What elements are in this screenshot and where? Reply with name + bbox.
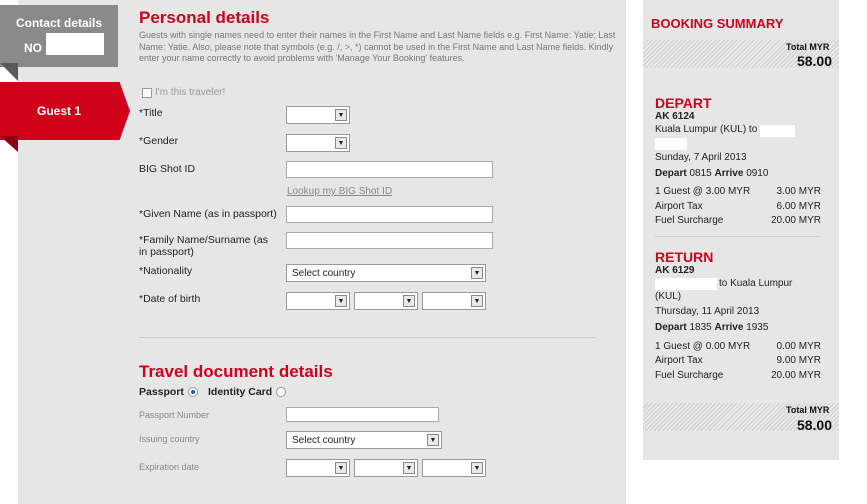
passport-label: Passport [139, 386, 184, 398]
identity-card-label: Identity Card [208, 386, 273, 398]
total-label-bottom: Total MYR [786, 405, 830, 415]
identity-card-radio[interactable] [276, 387, 286, 397]
chevron-down-icon: ▼ [427, 434, 439, 446]
im-traveler-row[interactable] [142, 87, 225, 98]
depart-times [655, 168, 768, 179]
expiration-month-select[interactable] [354, 459, 418, 477]
travel-document-title: Travel document details [139, 362, 333, 381]
issuing-country-label: Issuing country [139, 434, 200, 444]
depart-heading: DEPART [655, 95, 712, 111]
bigshot-id-input[interactable] [286, 161, 493, 178]
chevron-down-icon: ▼ [335, 109, 347, 121]
chevron-down-icon: ▼ [471, 295, 483, 307]
depart-word: Depart [655, 168, 687, 179]
tab-guest-label: Guest 1 [36, 104, 81, 118]
chevron-down-icon: ▼ [471, 462, 483, 474]
nationality-label: *Nationality [139, 265, 193, 277]
given-name-label: *Given Name (as in passport) [139, 208, 277, 220]
tab-contact-details[interactable] [0, 5, 118, 75]
total-value-top: 58.00 [796, 53, 832, 69]
depart-fuel-label: Fuel Surcharge [655, 215, 724, 226]
passport-option[interactable] [139, 386, 198, 398]
dob-label: *Date of birth [139, 293, 201, 305]
return-tax-amount: 9.00 MYR [776, 355, 821, 366]
arrive-word: Arrive [714, 322, 744, 333]
summary-divider [655, 236, 821, 237]
chevron-down-icon: ▼ [403, 462, 415, 474]
issuing-country-value: Select country [292, 435, 356, 446]
tab-contact-label: Contact details [15, 16, 102, 30]
title-select[interactable] [286, 106, 350, 124]
return-route-code: (KUL) [655, 291, 682, 302]
depart-word: Depart [655, 322, 687, 333]
identity-card-option[interactable] [208, 386, 286, 398]
passport-radio[interactable] [188, 387, 198, 397]
redacted-block [760, 125, 795, 137]
nationality-select[interactable] [286, 264, 486, 282]
gender-label: *Gender [139, 135, 179, 147]
expiration-label: Expiration date [139, 462, 200, 472]
redacted-block [46, 33, 104, 55]
family-name-input[interactable] [286, 232, 493, 249]
personal-details-title: Personal details [139, 8, 270, 27]
return-fuel-label: Fuel Surcharge [655, 370, 724, 381]
return-flight: AK 6129 [655, 265, 695, 276]
depart-time: 1835 [689, 322, 712, 333]
dob-month-select[interactable] [354, 292, 418, 310]
depart-fare-label: 1 Guest @ 3.00 MYR [655, 186, 751, 197]
return-fuel-amount: 20.00 MYR [770, 370, 821, 381]
dob-day-select[interactable] [286, 292, 350, 310]
arrive-word: Arrive [714, 168, 744, 179]
guest-form-panel [18, 0, 626, 504]
return-tax-label: Airport Tax [655, 355, 703, 366]
im-traveler-checkbox[interactable] [142, 88, 152, 98]
section-divider [139, 337, 595, 338]
depart-fare-amount: 3.00 MYR [776, 186, 821, 197]
depart-flight: AK 6124 [655, 111, 695, 122]
depart-fuel-amount: 20.00 MYR [770, 215, 821, 226]
booking-summary-title: BOOKING SUMMARY [651, 16, 784, 31]
given-name-input[interactable] [286, 206, 493, 223]
chevron-down-icon: ▼ [335, 295, 347, 307]
im-traveler-label: I'm this traveler! [155, 87, 226, 98]
return-date: Thursday, 11 April 2013 [655, 306, 760, 317]
booking-summary-panel [643, 0, 839, 460]
return-times [655, 322, 768, 333]
total-value-bottom: 58.00 [796, 417, 832, 433]
chevron-down-icon: ▼ [403, 295, 415, 307]
depart-tax-amount: 6.00 MYR [776, 201, 821, 212]
return-fare-label: 1 Guest @ 0.00 MYR [655, 341, 751, 352]
gender-select[interactable] [286, 134, 350, 152]
expiration-day-select[interactable] [286, 459, 350, 477]
depart-date: Sunday, 7 April 2013 [655, 152, 747, 163]
passport-number-label: Passport Number [139, 410, 210, 420]
family-name-label: *Family Name/Surname (as in passport) [139, 234, 268, 258]
tab-guest-1[interactable] [0, 82, 130, 154]
depart-route: Kuala Lumpur (KUL) to [655, 124, 758, 135]
arrive-time: 1935 [746, 322, 769, 333]
redacted-block [655, 138, 687, 150]
return-fare-amount: 0.00 MYR [776, 341, 821, 352]
title-label: *Title [139, 107, 163, 119]
chevron-down-icon: ▼ [335, 137, 347, 149]
nationality-value: Select country [292, 268, 356, 279]
arrive-time: 0910 [746, 168, 769, 179]
tab-contact-sub: NO [24, 41, 42, 55]
chevron-down-icon: ▼ [335, 462, 347, 474]
return-route: to Kuala Lumpur [719, 278, 793, 289]
chevron-down-icon: ▼ [471, 267, 483, 279]
dob-year-select[interactable] [422, 292, 486, 310]
passport-number-input[interactable] [286, 407, 439, 422]
lookup-bigshot-link[interactable]: Lookup my BIG Shot ID [287, 186, 393, 197]
return-heading: RETURN [655, 249, 714, 265]
depart-tax-label: Airport Tax [655, 201, 703, 212]
name-notice: Guests with single names need to enter their names in the First Name and Last Name fields e.g. First Name: Yatie; Last Name: Yatie. Also, please note that symbols (e.g. /, >, *) cannot be used in the First Name and Last Name fields. Kindly enter your name correctly to avoid problems with 'Manage Your Booking' features. [139, 30, 616, 63]
depart-time: 0815 [689, 168, 712, 179]
issuing-country-select[interactable] [286, 431, 442, 449]
total-label-top: Total MYR [786, 42, 830, 52]
redacted-block [655, 278, 717, 290]
expiration-year-select[interactable] [422, 459, 486, 477]
bigshot-label: BIG Shot ID [139, 163, 196, 175]
